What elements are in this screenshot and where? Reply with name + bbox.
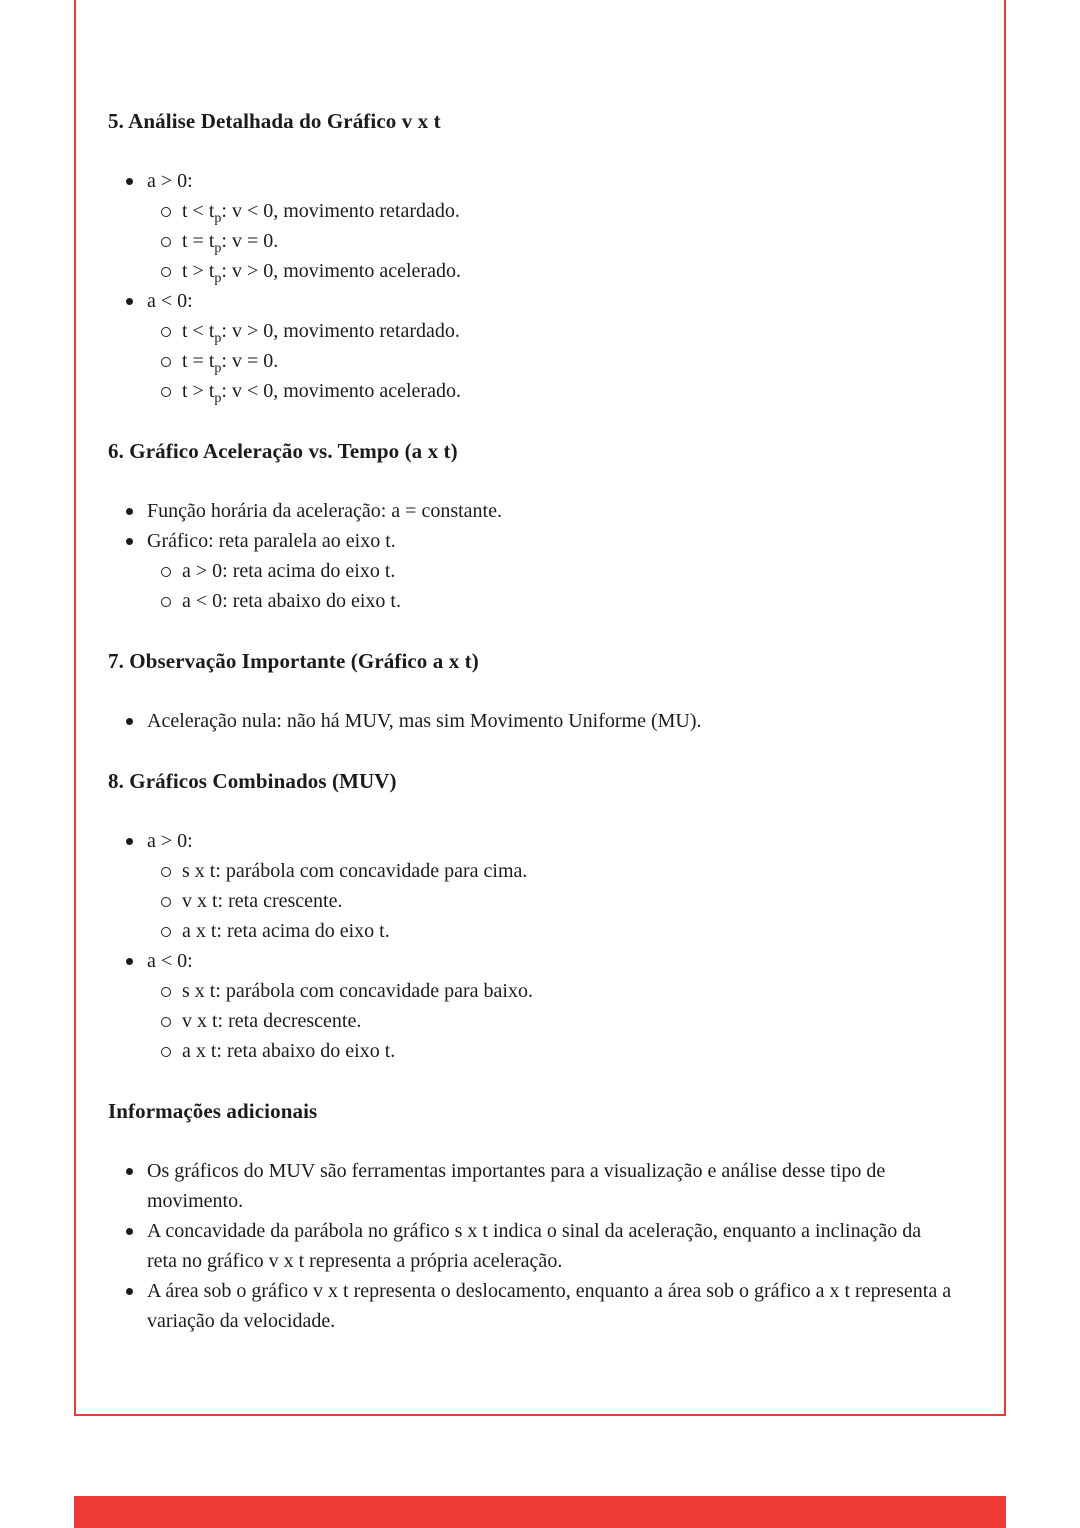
sub-list-item: s x t: parábola com concavidade para baixo. xyxy=(147,976,954,1006)
list-item xyxy=(108,706,954,736)
list-item-text: a > 0: xyxy=(147,830,193,852)
section-title: 5. Análise Detalhada do Gráfico v x t xyxy=(108,109,441,133)
list-item xyxy=(108,526,954,616)
list-item xyxy=(108,496,954,526)
bullet-list xyxy=(108,496,954,616)
sub-bullet-list xyxy=(147,196,954,286)
section-title: 7. Observação Importante (Gráfico a x t) xyxy=(108,649,479,673)
sub-list-item: a x t: reta abaixo do eixo t. xyxy=(147,1036,954,1066)
list-item-text: a < 0: xyxy=(147,290,193,312)
list-item xyxy=(108,286,954,406)
section-title: 6. Gráfico Aceleração vs. Tempo (a x t) xyxy=(108,439,458,463)
sub-bullet-list xyxy=(147,556,954,616)
sub-list-item: a > 0: reta acima do eixo t. xyxy=(147,556,954,586)
list-item-text: A área sob o gráfico v x t representa o deslocamento, enquanto a área sob o gráfico a x t representa a variação da velocidade. xyxy=(147,1280,952,1332)
sub-list-item: $t = t_p$: v = 0. xyxy=(147,226,954,256)
sub-list-item: $t = t_p$: v = 0. xyxy=(147,346,954,376)
section-title: 8. Gráficos Combinados (MUV) xyxy=(108,769,397,793)
sub-bullet-list xyxy=(147,316,954,406)
document-content xyxy=(108,76,954,1336)
sub-bullet-list xyxy=(147,856,954,946)
list-item-text: A concavidade da parábola no gráfico s x t indica o sinal da aceleração, enquanto a inclinação da reta no gráfico v x t representa a própria aceleração. xyxy=(147,1220,922,1272)
sub-list-item: a < 0: reta abaixo do eixo t. xyxy=(147,586,954,616)
list-item-text: Os gráficos do MUV são ferramentas importantes para a visualização e análise desse tipo de movimento. xyxy=(147,1160,886,1212)
sub-list-item: v x t: reta decrescente. xyxy=(147,1006,954,1036)
sub-list-item: a x t: reta acima do eixo t. xyxy=(147,916,954,946)
list-item xyxy=(108,1216,954,1276)
list-item xyxy=(108,166,954,286)
list-item-text: Gráfico: reta paralela ao eixo t. xyxy=(147,530,396,552)
bullet-list xyxy=(108,706,954,736)
list-item xyxy=(108,946,954,1066)
sub-list-item: v x t: reta crescente. xyxy=(147,886,954,916)
sub-list-item: $t < t_p$: v > 0, movimento retardado. xyxy=(147,316,954,346)
bullet-list xyxy=(108,826,954,1066)
sub-list-item: s x t: parábola com concavidade para cima. xyxy=(147,856,954,886)
list-item xyxy=(108,1276,954,1336)
list-item-text: Função horária da aceleração: a = constante. xyxy=(147,500,502,522)
list-item-text: Aceleração nula: não há MUV, mas sim Movimento Uniforme (MU). xyxy=(147,710,702,732)
next-page-top-bar xyxy=(74,1496,1006,1528)
bullet-list xyxy=(108,166,954,406)
bullet-list xyxy=(108,1156,954,1336)
list-item-text: a > 0: xyxy=(147,170,193,192)
list-item xyxy=(108,1156,954,1216)
section-title: Informações adicionais xyxy=(108,1099,318,1123)
sub-bullet-list xyxy=(147,976,954,1066)
list-item xyxy=(108,826,954,946)
list-item-text: a < 0: xyxy=(147,950,193,972)
sub-list-item: $t < t_p$: v < 0, movimento retardado. xyxy=(147,196,954,226)
sub-list-item: $t > t_p$: v < 0, movimento acelerado. xyxy=(147,376,954,406)
sub-list-item: $t > t_p$: v > 0, movimento acelerado. xyxy=(147,256,954,286)
